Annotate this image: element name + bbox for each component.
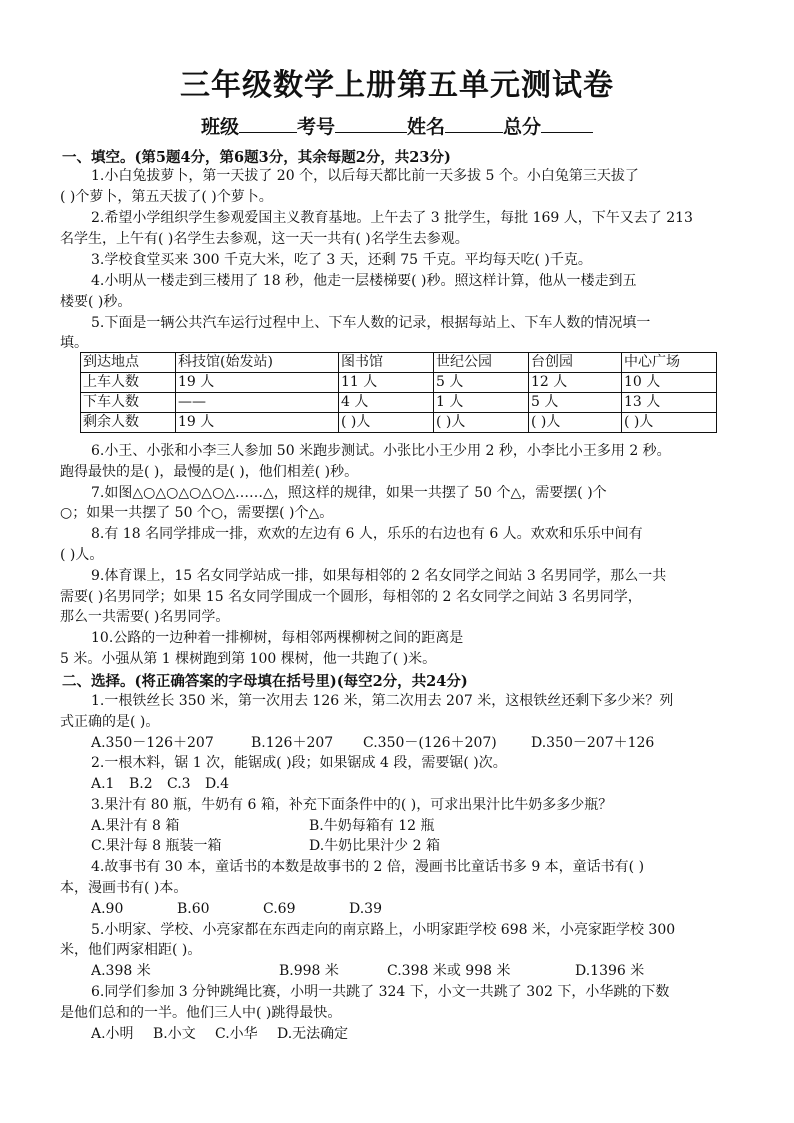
score-blank[interactable] (541, 114, 593, 133)
q9-line2: 需要( )名男同学；如果 15 名女同学围成一个圆形，每相邻的 2 名女同学之间站 3 名男同学， (60, 589, 642, 605)
option-a: A.90 (91, 901, 124, 917)
section2-heading: 二、选择。(将正确答案的字母填在括号里)(每空2分，共24分) (62, 673, 468, 690)
table-row (81, 413, 717, 433)
option-c: C.350－(126＋207) (363, 735, 497, 751)
table-cell: 19 人 (176, 413, 339, 433)
name-blank[interactable] (445, 114, 503, 133)
option-d: D.4 (205, 776, 230, 792)
table-cell: 5 人 (529, 393, 622, 413)
q5-line1: 5.下面是一辆公共汽车运行过程中上、下车人数的记录，根据每站上、下车人数的情况填一 (91, 315, 651, 331)
s2-q2-line1: 2.一根木料，锯 1 次，能锯成( )段；如果锯成 4 段，需要锯( )次。 (91, 755, 507, 771)
option-d: D.39 (349, 901, 382, 917)
s2-q3-options-ab (91, 816, 751, 836)
s2-q1-line1: 1.一根铁丝长 350 米，第一次用去 126 米，第二次用去 207 米，这根铁丝还剩下多少米？列 (91, 693, 674, 709)
q5-line2: 填。 (60, 335, 88, 351)
option-b: B.126＋207 (251, 735, 334, 751)
q10-line1: 10.公路的一边种着一排柳树，每相邻两棵柳树之间的距离是 (91, 630, 464, 646)
student-info-line (0, 112, 794, 139)
table-cell: 剩余人数 (81, 413, 176, 433)
table-cell: —— (176, 393, 339, 413)
exam-no-blank[interactable] (335, 114, 407, 133)
table-row (81, 373, 717, 393)
q9-line1: 9.体育课上，15 名女同学站成一排，如果每相邻的 2 名女同学之间站 3 名男同学，那么一共 (91, 568, 667, 584)
s2-q5-line1: 5.小明家、学校、小亮家都在东西走向的南京路上，小明家距学校 698 米，小亮家距学校 300 (91, 922, 676, 938)
option-b: B.998 米 (279, 963, 339, 979)
table-cell: 5 人 (434, 373, 529, 393)
option-a: A.350－126＋207 (91, 735, 214, 751)
bus-stops-table (80, 352, 717, 433)
table-cell: 4 人 (339, 393, 434, 413)
q6-line2: 跑得最快的是( )，最慢的是( )，他们相差( )秒。 (60, 464, 359, 480)
s2-q3-line1: 3.果汁有 80 瓶，牛奶有 6 箱，补充下面条件中的( )，可求出果汁比牛奶多多少瓶？ (91, 797, 613, 813)
table-cell: 世纪公园 (434, 353, 529, 373)
option-a: A.果汁有 8 箱 (91, 818, 180, 834)
s2-q6-line1: 6.同学们参加 3 分钟跳绳比赛，小明一共跳了 324 下，小文一共跳了 302 下，小华跳的下数 (91, 984, 670, 1000)
s2-q4-line2: 本，漫画书有( )本。 (60, 880, 188, 896)
option-c: C.3 (167, 776, 191, 792)
table-cell: 到达地点 (81, 353, 176, 373)
option-c: C.果汁每 8 瓶装一箱 (91, 838, 222, 854)
option-d: D.1396 米 (575, 963, 645, 979)
q7-line1: 7.如图△○△○△○△○△……△，照这样的规律，如果一共摆了 50 个△，需要摆( )个 (91, 485, 607, 501)
score-label: 总分 (503, 116, 542, 138)
q2-line2: 名学生，上午有( )名学生去参观，这一天一共有( )名学生去参观。 (60, 231, 469, 247)
q9-line3: 那么一共需要( )名男同学。 (60, 609, 230, 625)
option-b: B.60 (177, 901, 210, 917)
table-cell: 科技馆(始发站) (176, 353, 339, 373)
table-cell: 下车人数 (81, 393, 176, 413)
exam-no-label: 考号 (296, 116, 335, 138)
q4-line2: 楼要( )秒。 (60, 294, 132, 310)
option-c: C.69 (263, 901, 296, 917)
option-c: C.398 米或 998 米 (387, 963, 511, 979)
q1-line1: 1.小白兔拔萝卜，第一天拔了 20 个，以后每天都比前一天多拔 5 个。小白兔第三天拔了 (91, 168, 639, 184)
answer-cell[interactable]: ( )人 (622, 413, 717, 433)
option-c: C.小华 (215, 1026, 258, 1042)
q7-line2: ○；如果一共摆了 50 个○，需要摆( )个△。 (60, 505, 334, 521)
q1-line2: ( )个萝卜，第五天拔了( )个萝卜。 (60, 189, 273, 205)
answer-cell[interactable]: ( )人 (529, 413, 622, 433)
q10-line2: 5 米。小强从第 1 棵树跑到第 100 棵树，他一共跑了( )米。 (60, 651, 437, 667)
table-cell: 10 人 (622, 373, 717, 393)
table-cell: 19 人 (176, 373, 339, 393)
s2-q6-line2: 是他们总和的一半。他们三人中( )跳得最快。 (60, 1005, 342, 1021)
table-cell: 13 人 (622, 393, 717, 413)
option-b: B.牛奶每箱有 12 瓶 (309, 818, 435, 834)
option-d: D.无法确定 (277, 1026, 349, 1042)
answer-cell[interactable]: ( )人 (434, 413, 529, 433)
q6-line1: 6.小王、小张和小李三人参加 50 米跑步测试。小张比小王少用 2 秒，小李比小王多用 2 秒。 (91, 443, 671, 459)
table-cell: 11 人 (339, 373, 434, 393)
s2-q3-options-cd (91, 836, 751, 856)
option-a: A.398 米 (91, 963, 151, 979)
option-d: D.350－207＋126 (531, 735, 655, 751)
s2-q6-options (91, 1024, 751, 1044)
q2-line1: 2.希望小学组织学生参观爱国主义教育基地。上午去了 3 批学生，每批 169 人，下午又去了 213 (91, 210, 693, 226)
table-row (81, 393, 717, 413)
s2-q4-line1: 4.故事书有 30 本，童话书的本数是故事书的 2 倍，漫画书比童话书多 9 本，童话书有( ) (91, 859, 645, 875)
option-a: A.小明 (91, 1026, 134, 1042)
s2-q5-line2: 米，他们两家相距( )。 (60, 942, 202, 958)
page-title: 三年级数学上册第五单元测试卷 (180, 68, 614, 103)
section1-heading: 一、填空。(第5题4分，第6题3分，其余每题2分，共23分) (62, 149, 451, 166)
class-blank[interactable] (239, 114, 297, 133)
table-header-row (81, 353, 717, 373)
q4-line1: 4.小明从一楼走到三楼用了 18 秒，他走一层楼梯要( )秒。照这样计算，他从一楼走到五 (91, 273, 637, 289)
option-d: D.牛奶比果汁少 2 箱 (309, 838, 440, 854)
table-cell: 图书馆 (339, 353, 434, 373)
q3-line: 3.学校食堂买来 300 千克大米，吃了 3 天，还剩 75 千克。平均每天吃( )千克。 (91, 252, 592, 268)
table-cell: 上车人数 (81, 373, 176, 393)
s2-q1-line2: 式正确的是( )。 (60, 714, 160, 730)
s2-q5-options (91, 961, 751, 981)
class-label: 班级 (200, 116, 239, 138)
s2-q1-options (91, 733, 751, 753)
table-cell: 中心广场 (622, 353, 717, 373)
table-cell: 1 人 (434, 393, 529, 413)
q8-line1: 8.有 18 名同学排成一排，欢欢的左边有 6 人，乐乐的右边也有 6 人。欢欢和乐乐中间有 (91, 526, 643, 542)
option-a: A.1 (91, 776, 115, 792)
table-cell: 12 人 (529, 373, 622, 393)
s2-q2-options (91, 774, 751, 794)
option-b: B.2 (129, 776, 153, 792)
name-label: 姓名 (407, 116, 446, 138)
s2-q4-options (91, 899, 751, 919)
answer-cell[interactable]: ( )人 (339, 413, 434, 433)
table-cell: 台创园 (529, 353, 622, 373)
q8-line2: ( )人。 (60, 547, 104, 563)
option-b: B.小文 (153, 1026, 196, 1042)
